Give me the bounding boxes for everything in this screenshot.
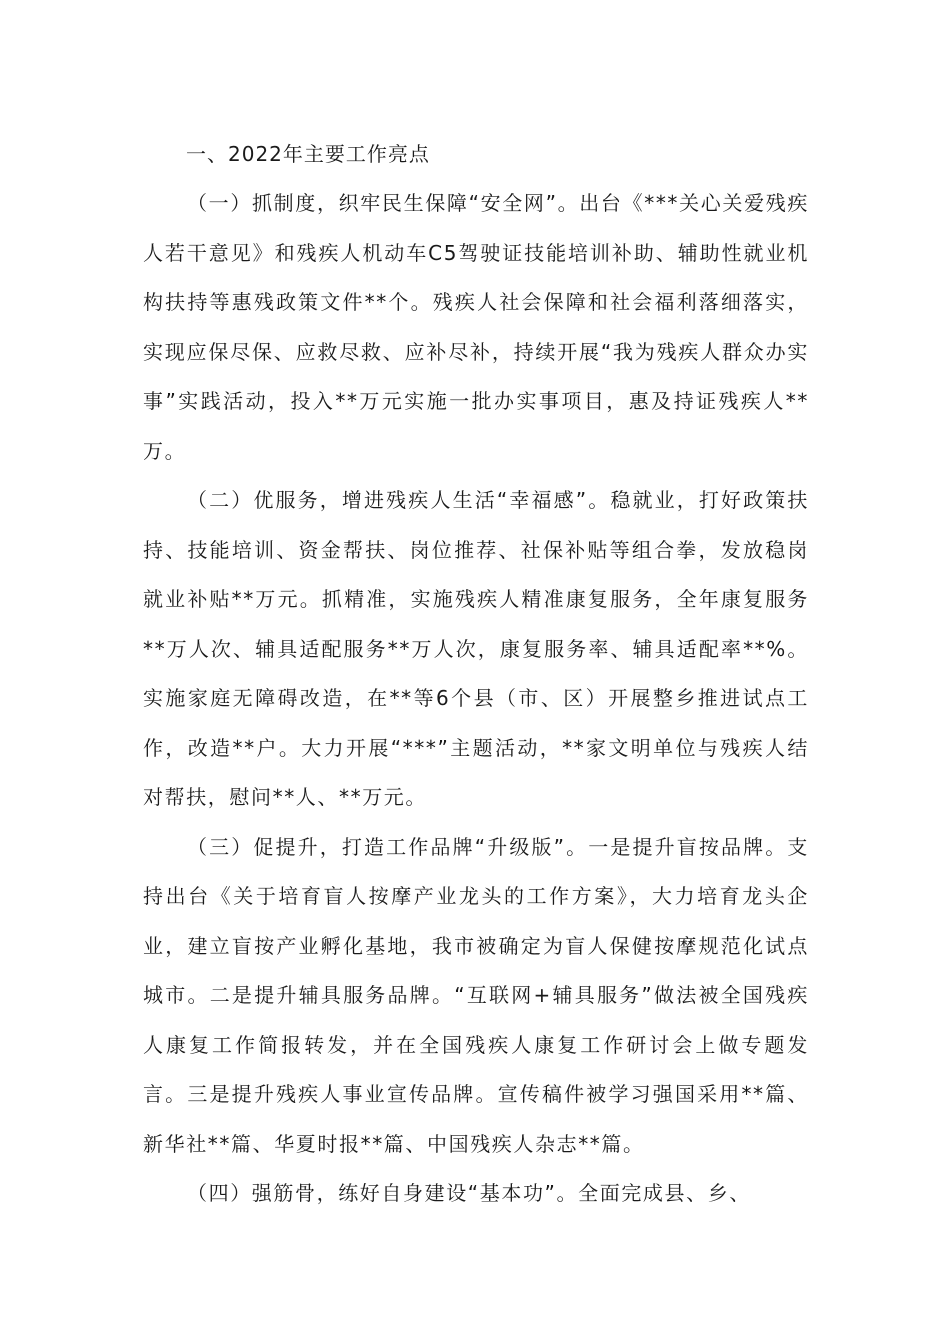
document-body bbox=[143, 130, 809, 1219]
paragraph-1: （一）抓制度，织牢民生保障“安全网”。出台《***关心关爱残疾人若干意见》和残疾人机动车C5驾驶证技能培训补助、辅助性就业机构扶持等惠残政策文件**个。残疾人社会保障和社会福利落细落实，实现应保尽保、应救尽救、应补尽补，持续开展“我为残疾人群众办实事”实践活动，投入**万元实施一批办实事项目，惠及持证残疾人**万。 bbox=[143, 191, 809, 463]
section-heading: 一、2022年主要工作亮点 bbox=[186, 142, 430, 166]
paragraph-4: （四）强筋骨，练好自身建设“基本功”。全面完成县、乡、 bbox=[187, 1181, 751, 1205]
paragraph-2: （二）优服务，增进残疾人生活“幸福感”。稳就业，打好政策扶持、技能培训、资金帮扶、岗位推荐、社保补贴等组合拳，发放稳岗就业补贴**万元。抓精准，实施残疾人精准康复服务，全年康复服务**万人次、辅具适配服务**万人次，康复服务率、辅具适配率**%。实施家庭无障碍改造，在**等6个县（市、区）开展整乡推进试点工作，改造**户。大力开展“***”主题活动，**家文明单位与残疾人结对帮扶，慰问**人、**万元。 bbox=[143, 488, 809, 809]
paragraph-3: （三）促提升，打造工作品牌“升级版”。一是提升盲按品牌。支持出台《关于培育盲人按摩产业龙头的工作方案》，大力培育龙头企业，建立盲按产业孵化基地，我市被确定为盲人保健按摩规范化试点城市。二是提升辅具服务品牌。“互联网+辅具服务”做法被全国残疾人康复工作简报转发，并在全国残疾人康复工作研讨会上做专题发言。三是提升残疾人事业宣传品牌。宣传稿件被学习强国采用**篇、新华社**篇、华夏时报**篇、中国残疾人杂志**篇。 bbox=[143, 834, 809, 1156]
